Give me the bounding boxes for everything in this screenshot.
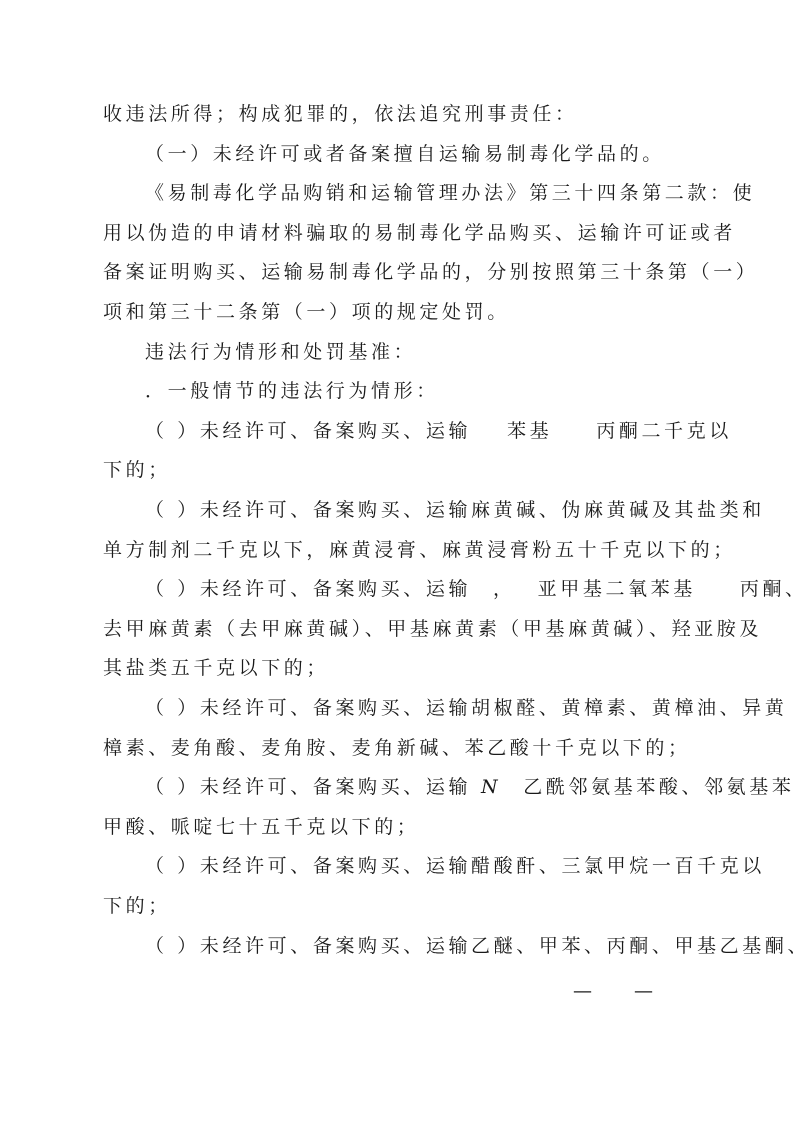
- text-line: [145, 775, 795, 801]
- text-segment: （ ）未经许可、备案购买、运输: [145, 420, 472, 442]
- text-line: 樟素、麦角酸、麦角胺、麦角新碱、苯乙酸十千克以下的；: [103, 737, 691, 759]
- text-line: （ ）未经许可、备案购买、运输乙醚、甲苯、丙酮、甲基乙基酮、: [145, 935, 810, 957]
- text-line: ．一般情节的违法行为情形：: [145, 380, 439, 402]
- text-line: 甲酸、哌啶七十五千克以下的；: [103, 816, 420, 838]
- text-segment: ，: [493, 578, 516, 600]
- text-line: 收违法所得；构成犯罪的，依法追究刑事责任：: [103, 103, 578, 125]
- text-line: 项和第三十二条第（一）项的规定处罚。: [103, 301, 510, 323]
- text-segment: 苯基: [507, 420, 553, 442]
- text-segment: （ ）未经许可、备案购买、运输: [145, 776, 472, 798]
- text-line: 下的；: [103, 895, 171, 917]
- text-line: 单方制剂二千克以下，麻黄浸膏、麻黄浸膏粉五十千克以下的；: [103, 539, 736, 561]
- text-segment: 丙酮、: [739, 578, 808, 600]
- page-number-dash-right: —: [634, 980, 653, 1002]
- text-line: （ ）未经许可、备案购买、运输胡椒醛、黄樟素、黄樟油、异黄: [145, 697, 788, 719]
- text-line: [145, 419, 732, 445]
- text-line: （ ）未经许可、备案购买、运输麻黄碱、伪麻黄碱及其盐类和: [145, 499, 765, 521]
- text-line: 违法行为情形和处罚基准：: [145, 341, 417, 363]
- text-segment: N: [481, 776, 502, 798]
- text-line: 《易制毒化学品购销和运输管理办法》第三十四条第二款：使: [145, 182, 756, 204]
- text-line: （ ）未经许可、备案购买、运输醋酸酐、三氯甲烷一百千克以: [145, 855, 765, 877]
- text-line: 备案证明购买、运输易制毒化学品的，分别按照第三十条第（一）: [103, 261, 759, 283]
- text-line: 下的；: [103, 459, 171, 481]
- text-segment: 亚甲基二氧苯基: [537, 578, 696, 600]
- text-line: 去甲麻黄素（去甲麻黄碱）、甲基麻黄素（甲基麻黄碱）、羟亚胺及: [103, 618, 763, 640]
- text-line: （一）未经许可或者备案擅自运输易制毒化学品的。: [145, 143, 665, 165]
- text-segment: 乙酰邻氨基苯酸、邻氨基苯: [523, 776, 795, 798]
- text-segment: 丙酮二千克以: [596, 420, 732, 442]
- text-segment: （ ）未经许可、备案购买、运输: [145, 578, 472, 600]
- text-line: [145, 577, 808, 603]
- text-line: 其盐类五千克以下的；: [103, 657, 330, 679]
- page-number: [573, 980, 653, 1002]
- text-line: 用以伪造的申请材料骗取的易制毒化学品购买、运输许可证或者: [103, 222, 736, 244]
- page-number-dash-left: —: [573, 980, 592, 1002]
